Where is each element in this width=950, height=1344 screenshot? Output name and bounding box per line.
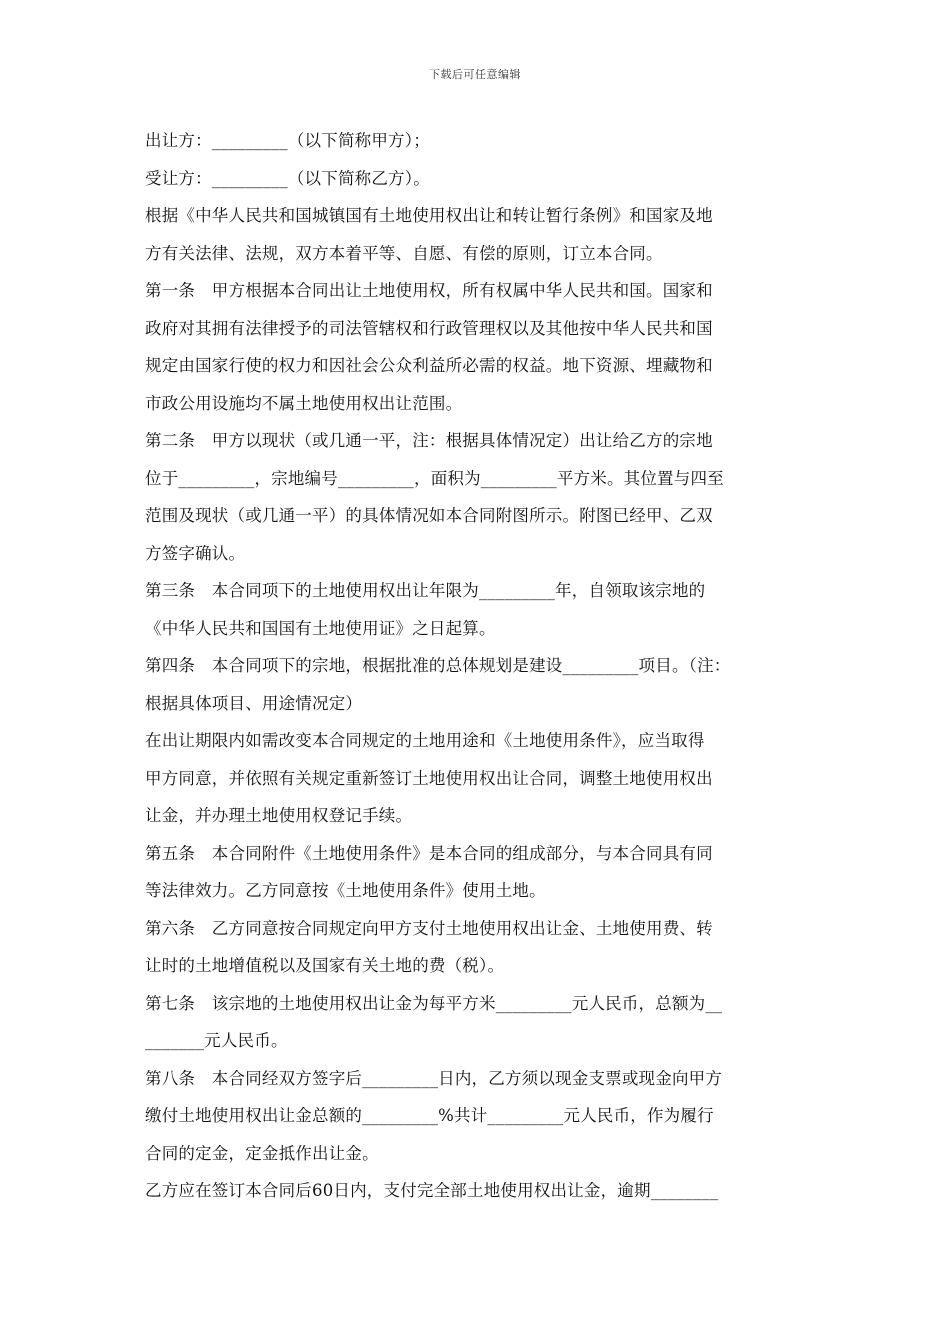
text-line: 出让方：_________（以下简称甲方）； (145, 131, 430, 150)
text-line: 第三条 本合同项下的土地使用权出让年限为_________年，自领取该宗地的 (145, 581, 706, 600)
text-line: 乙方应在签订本合同后60日内，支付完全部土地使用权出让金，逾期________ (145, 1181, 719, 1200)
text-line: 让金，并办理土地使用权登记手续。 (145, 806, 413, 825)
text-line: 第一条 甲方根据本合同出让土地使用权，所有权属中华人民共和国。国家和 (145, 281, 713, 300)
text-line: 位于_________，宗地编号_________，面积为_________平方米。其位置与四至 (145, 468, 724, 488)
text-line: 方有关法律、法规，双方本着平等、自愿、有偿的原则，订立本合同。 (145, 243, 663, 263)
text-line: 在出让期限内如需改变本合同规定的土地用途和《土地使用条件》，应当取得 (145, 731, 705, 750)
text-line: 第八条 本合同经双方签字后_________日内，乙方须以现金支票或现金向甲方 (145, 1068, 723, 1088)
text-line: 政府对其拥有法律授予的司法管辖权和行政管理权以及其他按中华人民共和国 (145, 318, 713, 338)
text-line: 让时的土地增值税以及国家有关土地的费（税）。 (145, 956, 505, 975)
text-line: 甲方同意，并依照有关规定重新签订土地使用权出让合同，调整土地使用权出 (145, 768, 713, 788)
contract-body (145, 122, 807, 1210)
text-line: 市政公用设施均不属土地使用权出让范围。 (145, 393, 463, 413)
text-line: 第二条 甲方以现状（或几通一平，注：根据具体情况定）出让给乙方的宗地 (145, 431, 713, 450)
text-line: 范围及现状（或几通一平）的具体情况如本合同附图所示。附图已经甲、乙双 (145, 506, 713, 525)
text-line: 第四条 本合同项下的宗地，根据批准的总体规划是建设_________项目。（注： (145, 656, 731, 675)
text-line: 缴付土地使用权出让金总额的_________%共计_________元人民币，作为履行 (145, 1106, 714, 1125)
text-line: 方签字确认。 (145, 543, 246, 563)
text-line: 根据《中华人民共和国城镇国有土地使用权出让和转让暂行条例》和国家及地 (145, 206, 713, 225)
text-line: 合同的定金，定金抵作出让金。 (145, 1143, 379, 1163)
page-header: 下载后可任意编辑 (429, 68, 521, 81)
text-line: 规定由国家行使的权力和因社会公众利益所必需的权益。地下资源、埋藏物和 (145, 356, 713, 375)
text-line: _______元人民币。 (145, 1031, 288, 1050)
text-line: 受让方：_________（以下简称乙方）。 (145, 168, 430, 188)
text-line: 《中华人民共和国国有土地使用证》之日起算。 (145, 618, 496, 638)
text-line: 第七条 该宗地的土地使用权出让金为每平方米_________元人民币，总额为__ (145, 993, 723, 1013)
text-line: 第六条 乙方同意按合同规定向甲方支付土地使用权出让金、土地使用费、转 (145, 918, 713, 938)
text-line: 等法律效力。乙方同意按《土地使用条件》使用土地。 (145, 881, 546, 900)
text-line: 根据具体项目、用途情况定） (145, 693, 363, 713)
text-line: 第五条 本合同附件《土地使用条件》是本合同的组成部分，与本合同具有同 (145, 843, 713, 863)
